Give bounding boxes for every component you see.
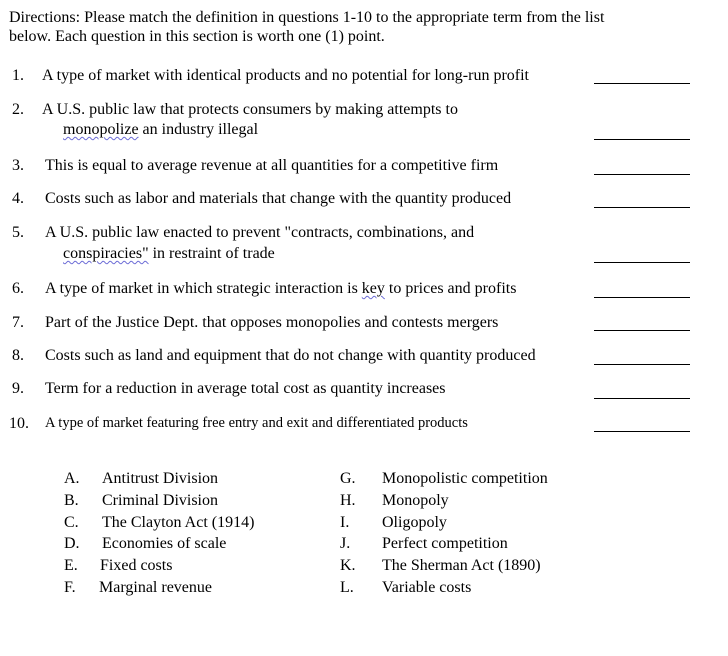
question-number: 1. [12,67,24,84]
term-letter: H. [340,492,356,509]
question-text: Part of the Justice Dept. that opposes monopolies and contests mergers [45,314,499,331]
question-number: 9. [12,380,24,397]
term-letter: F. [64,579,76,596]
question-text-head: A type of market in which strategic interaction is [45,280,362,297]
question-text-tail: in restraint of trade [148,245,275,262]
question-text: Costs such as land and equipment that do not change with quantity produced [45,347,536,364]
spellcheck-word: key [361,280,385,297]
term-letter: D. [64,535,80,552]
question-number: 5. [12,224,24,241]
answer-blank[interactable] [594,431,690,432]
term-letter: J. [340,535,351,552]
term-label: Monopoly [382,492,449,509]
term-label: Antitrust Division [102,470,219,487]
question-number: 2. [12,101,24,118]
question-number: 7. [12,314,24,331]
term-label: Criminal Division [102,492,218,509]
term-label: Monopolistic competition [382,470,548,487]
term-label: Marginal revenue [99,579,212,596]
term-label: Variable costs [382,579,472,596]
question-number: 8. [12,347,24,364]
question-text: Costs such as labor and materials that change with the quantity produced [45,190,512,207]
answer-blank[interactable] [594,174,690,175]
question-text-continued [63,244,275,263]
question-text: A U.S. public law that protects consumers by making attempts to [42,101,458,118]
question-number: 6. [12,280,24,297]
answer-blank[interactable] [594,297,690,298]
question-text-tail: an industry illegal [138,121,259,138]
question-text [45,279,516,298]
term-label: Oligopoly [382,514,447,531]
question-number: 10. [9,415,29,432]
answer-blank[interactable] [594,83,690,84]
question-text: Term for a reduction in average total cost as quantity increases [45,380,446,397]
term-label: Fixed costs [100,557,173,574]
question-text: A type of market with identical products and no potential for long-run profit [42,67,529,84]
answer-blank[interactable] [594,398,690,399]
term-letter: G. [340,470,356,487]
directions-line-2: below. Each question in this section is worth one (1) point. [9,28,385,45]
term-letter: K. [340,557,356,574]
question-text-continued [63,120,258,139]
question-text: A U.S. public law enacted to prevent "contracts, combinations, and [45,224,475,241]
question-text: This is equal to average revenue at all quantities for a competitive firm [45,157,499,174]
question-text-tail: to prices and profits [384,280,517,297]
answer-blank[interactable] [594,330,690,331]
answer-blank[interactable] [594,139,690,140]
answer-blank[interactable] [594,364,690,365]
question-number: 4. [12,190,24,207]
answer-blank[interactable] [594,262,690,263]
term-letter: E. [64,557,78,574]
spellcheck-word: monopolize [63,121,139,138]
answer-blank[interactable] [594,207,690,208]
term-letter: A. [64,470,80,487]
term-letter: L. [340,579,354,596]
term-letter: B. [64,492,79,509]
question-number: 3. [12,157,24,174]
term-label: The Sherman Act (1890) [382,557,541,574]
term-label: The Clayton Act (1914) [102,514,255,531]
term-label: Perfect competition [382,535,508,552]
directions-line-1: Directions: Please match the definition in questions 1-10 to the appropriate term from the list [9,9,605,26]
term-letter: C. [64,514,79,531]
term-letter: I. [340,514,350,531]
term-label: Economies of scale [102,535,227,552]
spellcheck-word: conspiracies" [63,245,149,262]
question-text: A type of market featuring free entry and exit and differentiated products [45,415,468,431]
